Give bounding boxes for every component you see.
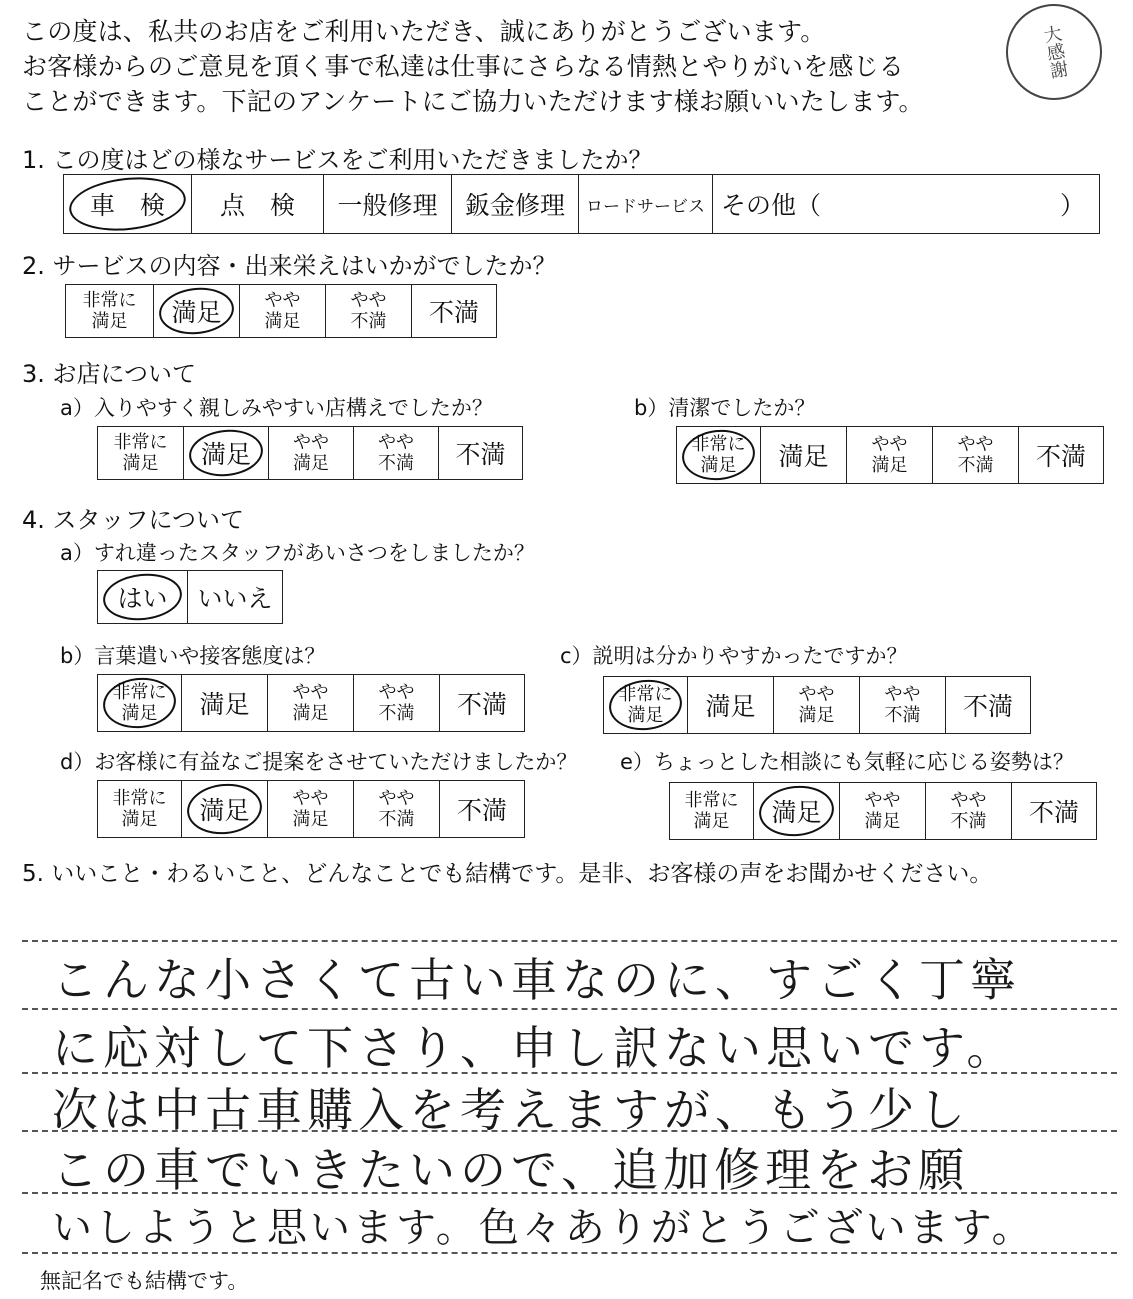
q4c-satisfied[interactable]: 満足 xyxy=(688,677,774,733)
q3a-dissatisfied[interactable]: 不満 xyxy=(439,427,522,479)
q4c-dissatisfied[interactable]: 不満 xyxy=(946,677,1030,733)
thanks-stamp: 大感謝 xyxy=(998,0,1109,108)
q4e-dissatisfied[interactable]: 不満 xyxy=(1012,783,1096,839)
q4e-somewhat-dissatisfied[interactable]: やや 不満 xyxy=(926,783,1012,839)
q2-satisfied[interactable]: 満足 xyxy=(154,285,240,337)
q3a-very-satisfied[interactable]: 非常に 満足 xyxy=(98,427,184,479)
question-3b-label: b）清潔でしたか？ xyxy=(634,396,816,420)
q1-option-road-service-label: ロードサービス xyxy=(586,196,705,217)
q1-option-inspection-label: 点 検 xyxy=(219,191,295,220)
question-4a-options xyxy=(97,570,283,624)
q1-option-sheet-metal-label: 鈑金修理 xyxy=(464,191,565,220)
question-4e-scale xyxy=(669,782,1097,840)
question-2-label: 2. サービスの内容・出来栄えはいかがでしたか？ xyxy=(22,252,557,280)
question-4d-label: d）お客様に有益なご提案をさせていただけましたか？ xyxy=(60,750,578,774)
q4d-satisfied[interactable]: 満足 xyxy=(182,781,268,837)
q3b-somewhat-dissatisfied[interactable]: やや 不満 xyxy=(933,427,1019,483)
q4d-dissatisfied[interactable]: 不満 xyxy=(440,781,524,837)
q4d-very-satisfied[interactable]: 非常に 満足 xyxy=(98,781,182,837)
q1-other-open-paren: その他（ xyxy=(721,191,822,220)
q3b-satisfied[interactable]: 満足 xyxy=(761,427,847,483)
question-4c-label: c）説明は分かりやすかったですか？ xyxy=(560,644,908,668)
q4e-satisfied[interactable]: 満足 xyxy=(754,783,840,839)
q2-dissatisfied[interactable]: 不満 xyxy=(412,285,496,337)
q3a-somewhat-dissatisfied[interactable]: やや 不満 xyxy=(354,427,439,479)
intro-line-3: ことができます。下記のアンケートにご協力いただけます様お願いいたします。 xyxy=(22,87,924,116)
question-3b-scale xyxy=(676,426,1104,484)
q1-option-sheet-metal[interactable] xyxy=(452,175,579,233)
handwritten-line-1: こんな小さくて古い車なのに、すごく丁寧 xyxy=(52,953,1021,1007)
question-3a-label: a）入りやすく親しみやすい店構えでしたか？ xyxy=(60,396,493,420)
answer-line-1 xyxy=(22,940,1117,942)
q4e-somewhat-satisfied[interactable]: やや 満足 xyxy=(840,783,926,839)
question-4b-scale xyxy=(97,674,525,732)
q4b-very-satisfied[interactable]: 非常に 満足 xyxy=(98,675,182,731)
question-4d-scale xyxy=(97,780,525,838)
q4b-satisfied[interactable]: 満足 xyxy=(182,675,268,731)
question-4a-label: a）すれ違ったスタッフがあいさつをしましたか？ xyxy=(60,541,535,565)
q4d-somewhat-dissatisfied[interactable]: やや 不満 xyxy=(354,781,440,837)
q4a-no[interactable]: いいえ xyxy=(188,571,282,623)
q2-very-satisfied[interactable]: 非常に 満足 xyxy=(66,285,154,337)
question-5-label: 5. いいこと・わるいこと、どんなことでも結構です。是非、お客様の声をお聞かせください。 xyxy=(22,861,993,887)
q1-option-shaken[interactable] xyxy=(64,175,192,233)
q4c-very-satisfied[interactable]: 非常に 満足 xyxy=(604,677,688,733)
q1-option-shaken-label: 車 検 xyxy=(89,191,165,220)
intro-line-1: この度は、私共のお店をご利用いただき、誠にありがとうございます。 xyxy=(22,17,826,46)
q1-option-inspection[interactable] xyxy=(192,175,324,233)
question-1-options xyxy=(63,174,1100,234)
q3b-somewhat-satisfied[interactable]: やや 満足 xyxy=(847,427,933,483)
q4e-very-satisfied[interactable]: 非常に 満足 xyxy=(670,783,754,839)
q1-option-other[interactable] xyxy=(713,175,1099,233)
q2-somewhat-dissatisfied[interactable]: やや 不満 xyxy=(326,285,412,337)
handwritten-line-4: この車でいきたいので、追加修理をお願 xyxy=(52,1143,970,1197)
question-4c-scale xyxy=(603,676,1031,734)
handwritten-line-3: 次は中古車購入を考えますが、もう少し xyxy=(52,1083,970,1137)
q4b-dissatisfied[interactable]: 不満 xyxy=(440,675,524,731)
question-3-label: 3. お店について xyxy=(22,360,197,388)
question-4-label: 4. スタッフについて xyxy=(22,506,245,534)
intro-text xyxy=(22,14,1122,119)
question-4b-label: b）言葉遣いや接客態度は？ xyxy=(60,644,326,668)
question-2-scale xyxy=(65,284,497,338)
q3b-very-satisfied[interactable]: 非常に 満足 xyxy=(677,427,761,483)
question-3a-scale xyxy=(97,426,523,480)
q4a-yes[interactable]: はい xyxy=(98,571,188,623)
footer-note: 無記名でも結構です。 xyxy=(40,1269,249,1293)
intro-line-2: お客様からのご意見を頂く事で私達は仕事にさらなる情熱とやりがいを感じる xyxy=(22,52,905,81)
handwritten-line-2: に応対して下さり、申し訳ない思いです。 xyxy=(52,1021,1018,1075)
q3a-somewhat-satisfied[interactable]: やや 満足 xyxy=(269,427,354,479)
q1-other-close-paren: ） xyxy=(1059,191,1085,220)
question-1-label: 1. この度はどの様なサービスをご利用いただきましたか？ xyxy=(22,146,653,174)
q3a-satisfied[interactable]: 満足 xyxy=(184,427,269,479)
q1-option-general-repair-label: 一般修理 xyxy=(337,191,438,220)
q2-somewhat-satisfied[interactable]: やや 満足 xyxy=(240,285,326,337)
q1-option-general-repair[interactable] xyxy=(324,175,452,233)
q4b-somewhat-satisfied[interactable]: やや 満足 xyxy=(268,675,354,731)
q4b-somewhat-dissatisfied[interactable]: やや 不満 xyxy=(354,675,440,731)
q3b-dissatisfied[interactable]: 不満 xyxy=(1019,427,1103,483)
q4d-somewhat-satisfied[interactable]: やや 満足 xyxy=(268,781,354,837)
q4c-somewhat-dissatisfied[interactable]: やや 不満 xyxy=(860,677,946,733)
q1-option-road-service[interactable] xyxy=(579,175,713,233)
q4c-somewhat-satisfied[interactable]: やや 満足 xyxy=(774,677,860,733)
handwritten-line-5: いしようと思います。色々ありがとうございます。 xyxy=(52,1205,1035,1251)
question-4e-label: e）ちょっとした相談にも気軽に応じる姿勢は？ xyxy=(620,750,1074,774)
